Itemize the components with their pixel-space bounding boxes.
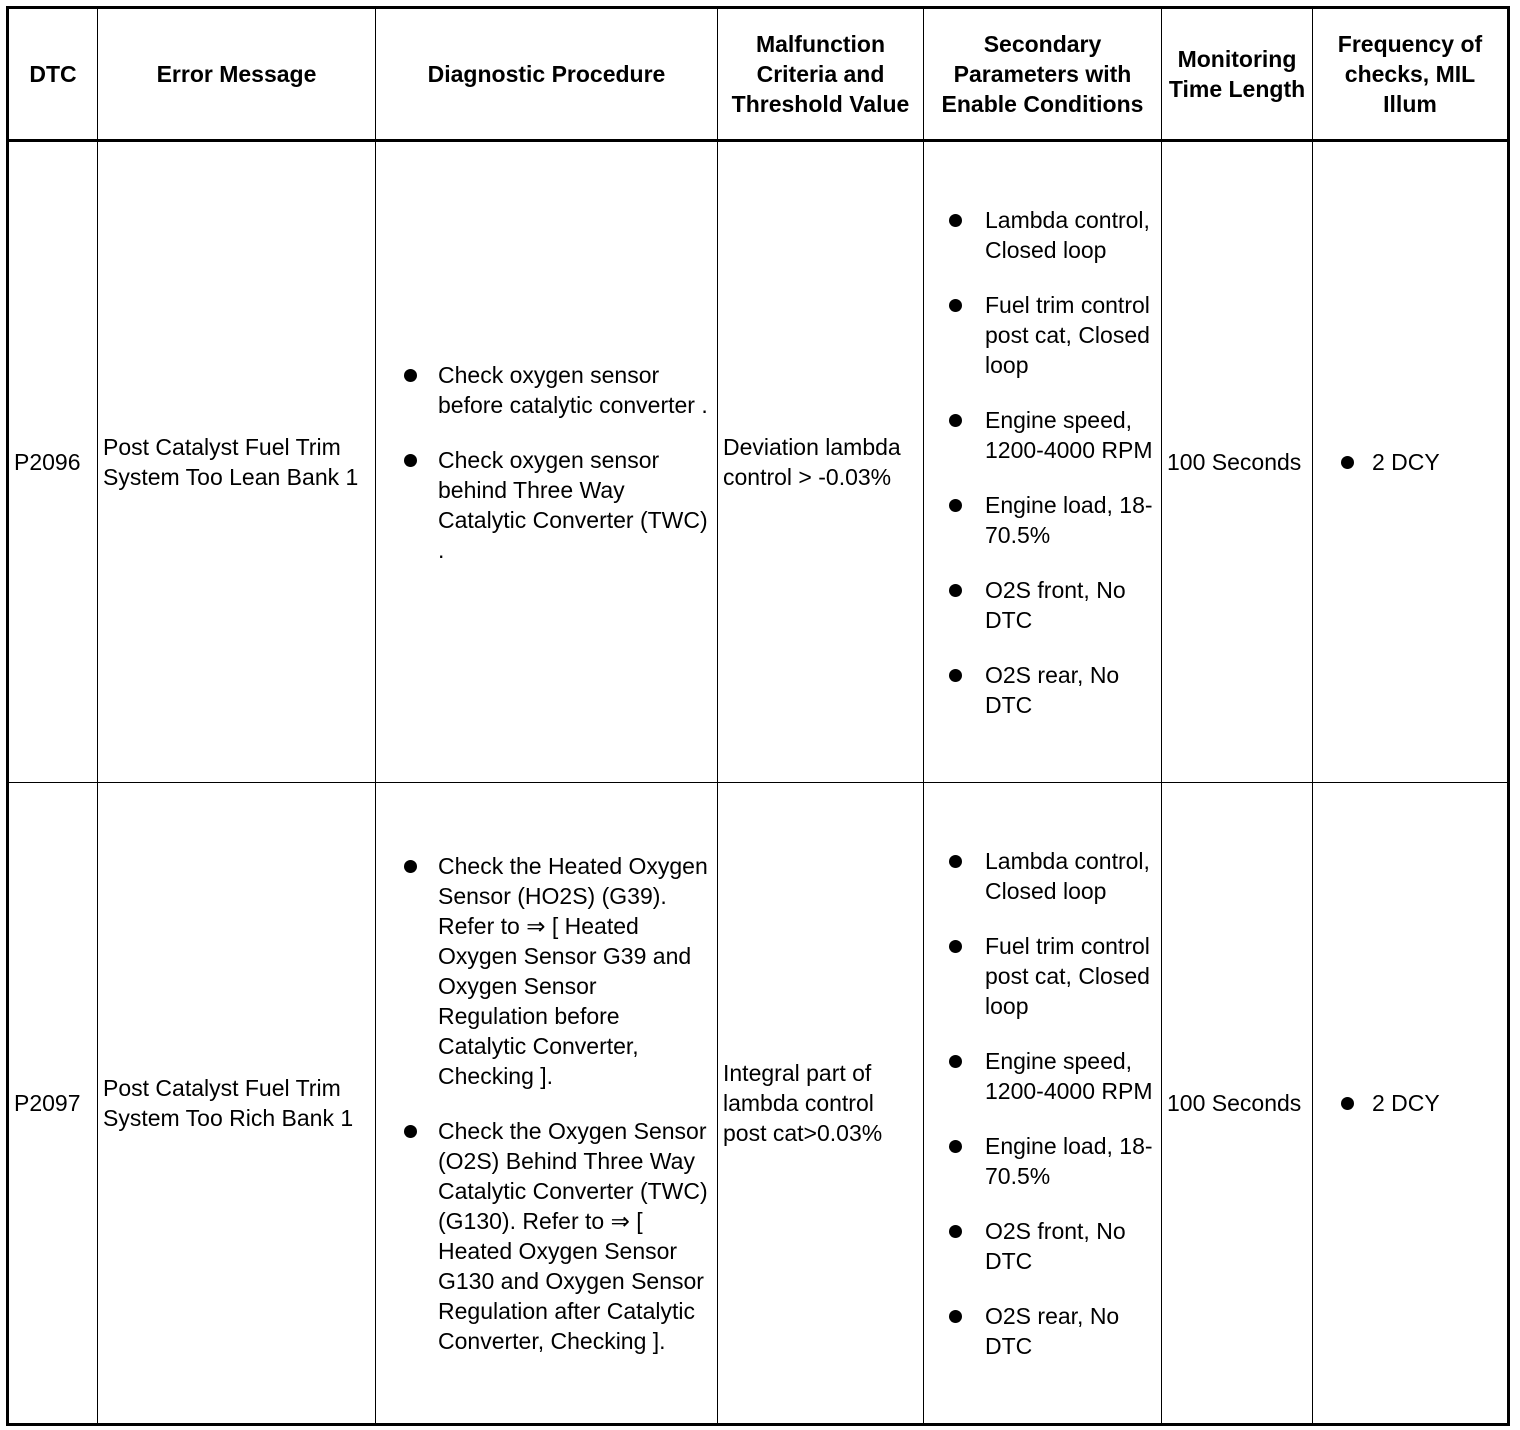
list-item: [929, 660, 1156, 720]
condition-text: O2S rear, No DTC: [985, 661, 1120, 718]
list-item: [929, 1216, 1156, 1276]
list-item: [929, 1131, 1156, 1191]
bullet-icon: [949, 499, 962, 512]
dtc-code: P2097: [8, 783, 98, 1425]
bullet-icon: [949, 669, 962, 682]
frequency-list: [1318, 447, 1502, 477]
diagnostic-procedure: [376, 141, 718, 783]
frequency: [1313, 783, 1509, 1425]
dtc-code: P2096: [8, 141, 98, 783]
list-item: [929, 575, 1156, 635]
bullet-icon: [1341, 1097, 1354, 1110]
condition-text: Lambda control, Closed loop: [985, 206, 1150, 263]
bullet-icon: [949, 214, 962, 227]
list-item: [929, 205, 1156, 265]
bullet-icon: [949, 1310, 962, 1323]
header-error-message: Error Message: [98, 8, 376, 141]
header-diagnostic-procedure: Diagnostic Procedure: [376, 8, 718, 141]
condition-text: O2S front, No DTC: [985, 576, 1126, 633]
bullet-icon: [949, 1055, 962, 1068]
condition-text: O2S rear, No DTC: [985, 1302, 1120, 1359]
condition-text: O2S front, No DTC: [985, 1217, 1126, 1274]
bullet-icon: [949, 299, 962, 312]
bullet-icon: [1341, 456, 1354, 469]
condition-text: Fuel trim control post cat, Closed loop: [985, 932, 1150, 1019]
bullet-icon: [949, 855, 962, 868]
error-message: Post Catalyst Fuel Trim System Too Lean Bank 1: [98, 141, 376, 783]
frequency-list: [1318, 1088, 1502, 1118]
bullet-icon: [949, 940, 962, 953]
list-item: [929, 931, 1156, 1021]
malfunction-criteria: Deviation lambda control > -0.03%: [718, 141, 924, 783]
frequency-text: 2 DCY: [1372, 1090, 1440, 1116]
list-item: [381, 360, 712, 420]
header-dtc: DTC: [8, 8, 98, 141]
monitoring-time: 100 Seconds: [1162, 783, 1313, 1425]
condition-text: Fuel trim control post cat, Closed loop: [985, 291, 1150, 378]
condition-text: Lambda control, Closed loop: [985, 847, 1150, 904]
condition-text: Engine load, 18-70.5%: [985, 491, 1153, 548]
header-secondary-parameters: Secondary Parameters with Enable Conditions: [924, 8, 1162, 141]
bullet-icon: [404, 1125, 417, 1138]
condition-text: Engine speed, 1200-4000 RPM: [985, 1047, 1153, 1104]
condition-text: Engine speed, 1200-4000 RPM: [985, 406, 1153, 463]
monitoring-time: 100 Seconds: [1162, 141, 1313, 783]
list-item: [1318, 447, 1502, 477]
procedure-list: [381, 360, 712, 565]
error-message: Post Catalyst Fuel Trim System Too Rich Bank 1: [98, 783, 376, 1425]
list-item: [1318, 1088, 1502, 1118]
conditions-list: [929, 846, 1156, 1361]
frequency: [1313, 141, 1509, 783]
diagnostic-procedure: [376, 783, 718, 1425]
dtc-table: [6, 6, 1510, 1426]
list-item: [381, 445, 712, 565]
list-item: [929, 290, 1156, 380]
header-monitoring-time: Monitoring Time Length: [1162, 8, 1313, 141]
table-row: [8, 783, 1509, 1425]
list-item: [929, 846, 1156, 906]
list-item: [381, 1116, 712, 1356]
list-item: [929, 1301, 1156, 1361]
secondary-parameters: [924, 783, 1162, 1425]
procedure-step: Check the Heated Oxygen Sensor (HO2S) (G39). Refer to ⇒ [ Heated Oxygen Sensor G39 and Oxygen Sensor Regulation before Catalytic Converter, Checking ].: [438, 852, 708, 1089]
bullet-icon: [404, 860, 417, 873]
procedure-list: [381, 851, 712, 1356]
list-item: [929, 405, 1156, 465]
list-item: [929, 1046, 1156, 1106]
procedure-step: Check oxygen sensor behind Three Way Catalytic Converter (TWC) .: [438, 446, 708, 563]
header-row: [8, 8, 1509, 141]
list-item: [381, 851, 712, 1091]
header-malfunction-criteria: Malfunction Criteria and Threshold Value: [718, 8, 924, 141]
bullet-icon: [949, 1140, 962, 1153]
list-item: [929, 490, 1156, 550]
procedure-step: Check oxygen sensor before catalytic converter .: [438, 361, 708, 418]
bullet-icon: [404, 454, 417, 467]
conditions-list: [929, 205, 1156, 720]
bullet-icon: [949, 1225, 962, 1238]
header-frequency: Frequency of checks, MIL Illum: [1313, 8, 1509, 141]
malfunction-criteria: Integral part of lambda control post cat>0.03%: [718, 783, 924, 1425]
bullet-icon: [949, 584, 962, 597]
bullet-icon: [404, 369, 417, 382]
bullet-icon: [949, 414, 962, 427]
condition-text: Engine load, 18-70.5%: [985, 1132, 1153, 1189]
secondary-parameters: [924, 141, 1162, 783]
frequency-text: 2 DCY: [1372, 449, 1440, 475]
procedure-step: Check the Oxygen Sensor (O2S) Behind Three Way Catalytic Converter (TWC) (G130). Refer to ⇒ [ Heated Oxygen Sensor G130 and Oxygen Sensor Regulation after Catalytic Converter, Checking ].: [438, 1117, 708, 1354]
table-row: [8, 141, 1509, 783]
